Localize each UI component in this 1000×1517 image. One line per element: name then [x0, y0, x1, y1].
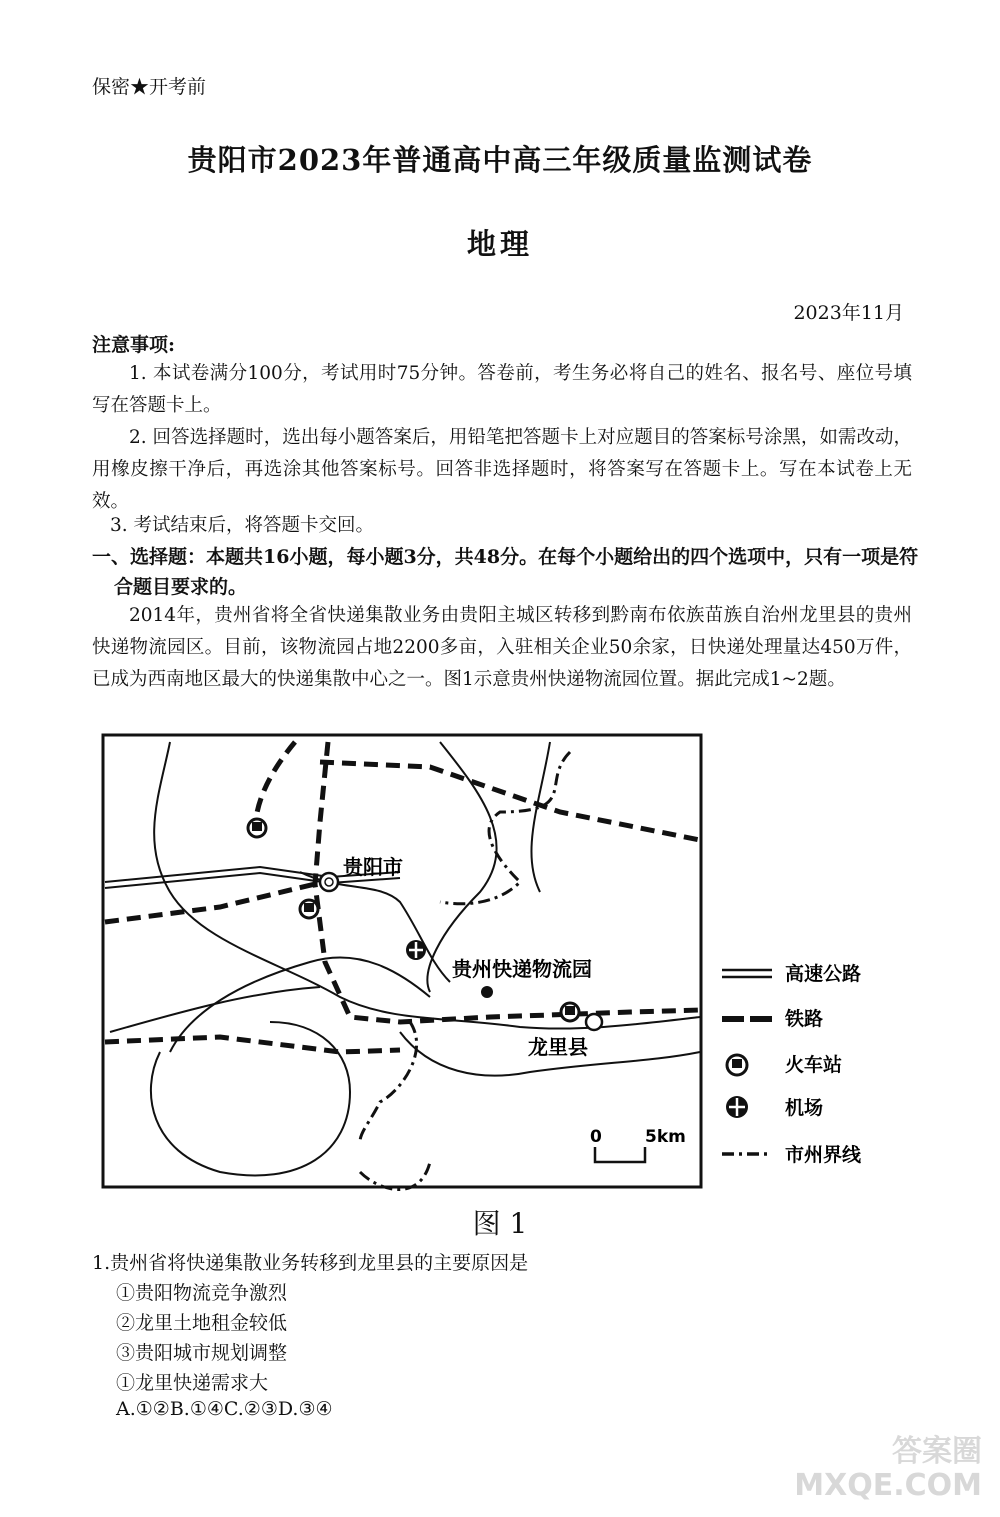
notice-item-3: 3. 考试结束后，将答题卡交回。 [110, 515, 375, 536]
legend [722, 962, 862, 1166]
legend-train-station-label: 火车站 [785, 1054, 843, 1076]
legend-boundary-label: 市州界线 [785, 1144, 862, 1166]
section-heading: 一、选择题：本题共16小题，每小题3分，共48分。在每个小题给出的四个选项中，只有一项是符合题目要求的。 [92, 546, 919, 598]
watermark [794, 1435, 982, 1503]
question-1-option-3: ③贵阳城市规划调整 [116, 1342, 288, 1364]
notice-item-1: 1. 本试卷满分100分，考试用时75分钟。答卷前，考生务必将自己的姓名、报名号、座位号填写在答题卡上。 [92, 363, 912, 416]
label-longli: 龙里县 [528, 1035, 588, 1059]
label-logistics-park: 贵州快递物流园 [452, 957, 592, 981]
exam-date: 2023年11月 [793, 302, 904, 324]
scale-distance: 5km [645, 1127, 686, 1147]
passage: 2014年，贵州省将全省快递集散业务由贵阳主城区转移到黔南布依族苗族自治州龙里县的贵州快递物流园区。目前，该物流园占地2200多亩，入驻相关企业50余家，日快递处理量达450万件，已成为西南地区最大的快递集散中心之一。图1示意贵州快递物流园位置。据此完成1~2题。 [92, 605, 912, 690]
longli-county-symbol [586, 1014, 602, 1030]
question-1-option-4: ①龙里快递需求大 [116, 1372, 269, 1394]
legend-highway-label: 高速公路 [785, 963, 862, 985]
question-1-stem: 1.贵州省将快递集散业务转移到龙里县的主要原因是 [92, 1252, 529, 1274]
legend-boundary [722, 1143, 862, 1166]
train-station-longli [561, 1003, 579, 1021]
exam-title: 贵阳市2023年普通高中高三年级质量监测试卷 [187, 143, 813, 177]
legend-airport-label: 机场 [785, 1097, 824, 1119]
question-1-answers: A.①②B.①④C.②③D.③④ [116, 1398, 333, 1420]
label-guiyang: 贵阳市 [343, 855, 403, 879]
map-frame [103, 735, 701, 1187]
train-station-2 [300, 900, 318, 918]
watermark-line-2: MXQE.COM [794, 1468, 982, 1503]
notice-item-2: 2. 回答选择题时，选出每小题答案后，用铅笔把答题卡上对应题目的答案标号涂黑，如需改动，用橡皮擦干净后，再选涂其他答案标号。回答非选择题时，将答案写在答题卡上。写在本试卷上无效。 [92, 427, 912, 512]
question-1-option-2: ②龙里土地租金较低 [116, 1312, 288, 1334]
guiyang-city-symbol [320, 873, 338, 891]
confidential-label: 保密★开考前 [92, 76, 207, 98]
figure-caption: 图 1 [472, 1207, 528, 1240]
figure-1-map [100, 732, 900, 1232]
legend-railway [722, 1007, 823, 1030]
legend-highway [722, 962, 861, 985]
watermark-line-1: 答案圈 [892, 1434, 982, 1469]
logistics-park-point [481, 986, 493, 998]
legend-train-station [727, 1053, 842, 1076]
question-1-option-1: ①贵阳物流竞争激烈 [116, 1282, 288, 1304]
legend-airport [726, 1096, 823, 1119]
subject-title: 地理 [466, 227, 533, 261]
legend-railway-label: 铁路 [785, 1008, 824, 1030]
train-station-1 [248, 819, 266, 837]
scale-zero: 0 [590, 1127, 602, 1147]
notice-heading: 注意事项: [92, 334, 176, 356]
airport-icon [406, 940, 426, 960]
